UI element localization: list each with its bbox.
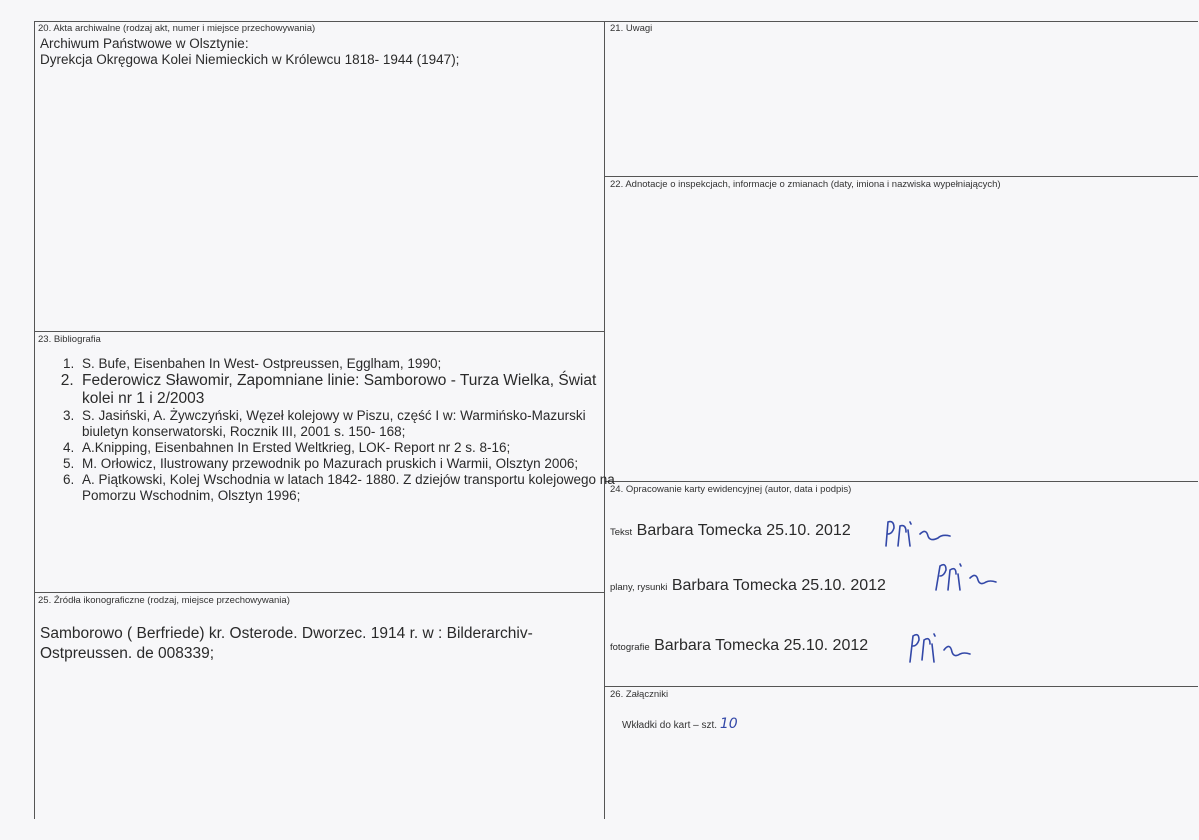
handwritten-signature-icon (930, 556, 1000, 598)
attachments-line (622, 716, 738, 732)
signature-author-date: Barbara Tomecka 25.10. 2012 (636, 522, 851, 539)
bibliography-list (40, 356, 618, 504)
attachments-label: Wkładki do kart – szt. (622, 720, 718, 731)
bibliography-item: 5. M. Orłowicz, Ilustrowany przewodnik po Mazurach pruskich i Warmii, Olsztyn 2006; (78, 456, 618, 472)
section-20-line-2: Dyrekcja Okręgowa Kolei Niemieckich w Królewcu 1818- 1944 (1947); (40, 52, 460, 67)
signature-row-text (610, 522, 851, 540)
left-border (34, 21, 35, 819)
signature-row-plans (610, 577, 886, 595)
divider-24-26 (604, 686, 1198, 687)
bibliography-item: 1. S. Bufe, Eisenbahen In West- Ostpreussen, Egglham, 1990; (78, 356, 618, 372)
section-25-text: Samborowo ( Berfriede) kr. Osterode. Dworzec. 1914 r. w : Bilderarchiv-Ostpreussen. de 008339; (40, 625, 533, 662)
attachments-count: 10 (719, 716, 738, 732)
divider-23-25 (34, 592, 604, 593)
signature-row-photos (610, 637, 868, 655)
signature-author-date: Barbara Tomecka 25.10. 2012 (654, 637, 869, 654)
bibliography-item: 4. A.Knipping, Eisenbahnen In Ersted Weltkrieg, LOK- Report nr 2 s. 8-16; (78, 440, 618, 456)
top-border (34, 21, 1198, 22)
section-20-label: 20. Akta archiwalne (rodzaj akt, numer i miejsce przechowywania) (38, 23, 316, 34)
bibliography-item: 6. A. Piątkowski, Kolej Wschodnia w latach 1842- 1880. Z dziejów transportu kolejowego na Pomorzu Wschodnim, Olsztyn 1996; (78, 472, 618, 504)
divider-20-23 (34, 331, 604, 332)
signature-prefix: plany, rysunki (610, 582, 668, 593)
signature-author-date: Barbara Tomecka 25.10. 2012 (671, 577, 886, 594)
section-26-label: 26. Załączniki (610, 689, 669, 700)
section-24-label: 24. Opracowanie karty ewidencyjnej (autor, data i podpis) (610, 484, 852, 495)
handwritten-signature-icon (904, 624, 974, 668)
section-22-label: 22. Adnotacje o inspekcjach, informacje o zmianach (daty, imiona i nazwiska wypełniających) (610, 179, 1001, 190)
signature-prefix: Tekst (610, 527, 633, 538)
section-21-label: 21. Uwagi (610, 23, 653, 34)
handwritten-signature-icon (880, 516, 960, 552)
divider-22-24 (604, 481, 1198, 482)
signature-prefix: fotografie (610, 642, 650, 653)
section-23-label: 23. Bibliografia (38, 334, 101, 345)
bibliography-item: 3. S. Jasiński, A. Żywczyński, Węzeł kolejowy w Piszu, część I w: Warmińsko-Mazurski biuletyn konserwatorski, Rocznik III, 2001 s. 150- 168; (78, 408, 618, 440)
bibliography-item: 2. Federowicz Sławomir, Zapomniane linie: Samborowo - Turza Wielka, Świat kolei nr 1 i 2/2003 (78, 372, 618, 408)
section-25-label: 25. Źródła ikonograficzne (rodzaj, miejsce przechowywania) (38, 595, 290, 606)
divider-21-22 (604, 176, 1198, 177)
section-20-line-1: Archiwum Państwowe w Olsztynie: (40, 36, 249, 51)
